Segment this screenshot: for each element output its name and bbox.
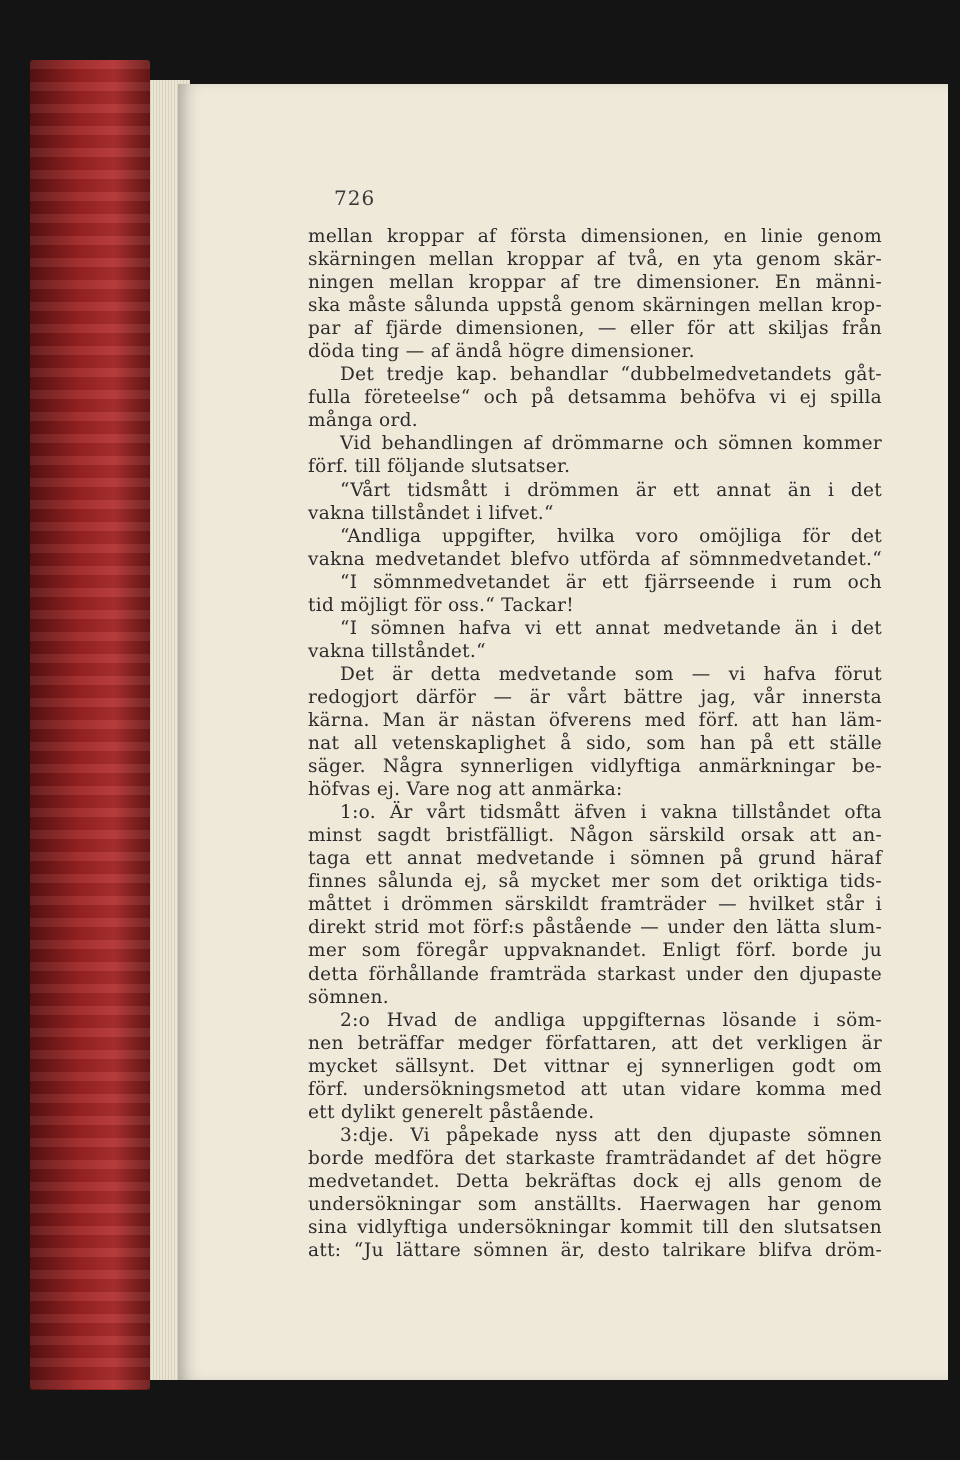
text-line: ska måste sålunda uppstå genom skärningen mellan krop- [308, 295, 882, 317]
text-line: att: “Ju lättare sömnen är, desto talrikare blifva dröm- [308, 1240, 882, 1262]
text-line: medvetandet. Detta bekräftas dock ej alls genom de [308, 1170, 882, 1192]
text-line: minst sagdt bristfälligt. Någon särskild orsak att an- [308, 825, 882, 847]
text-line: sömnen. [308, 986, 389, 1008]
text-line: vakna tillståndet i lifvet.“ [308, 502, 554, 524]
text-line: detta förhållande framträda starkast under den djupaste [308, 963, 882, 985]
text-line: höfvas ej. Vare nog att anmärka: [308, 779, 623, 801]
text-line: Det är detta medvetande som — vi hafva förut [340, 663, 882, 685]
text-line: fulla företeelse“ och på detsamma behöfva vi ej spilla [308, 387, 882, 409]
text-line: par af fjärde dimensionen, — eller för att skiljas från [308, 318, 882, 340]
text-line: ningen mellan kroppar af tre dimensioner. En männi- [308, 272, 882, 294]
text-line: nat all vetenskaplighet å sido, som han på ett ställe [308, 733, 882, 755]
text-line: “Vårt tidsmått i drömmen är ett annat än i det [340, 479, 882, 501]
text-line: skärningen mellan kroppar af två, en yta genom skär- [308, 249, 882, 271]
text-line: mycket sällsynt. Det vittnar ej synnerligen godt om [308, 1055, 882, 1077]
text-line: kärna. Man är nästan öfverens med förf. att han läm- [308, 709, 882, 731]
text-line: förf. till följande slutsatser. [308, 456, 571, 478]
text-line: nen beträffar medger författaren, att det verkligen är [308, 1032, 882, 1054]
page-number: 726 [334, 186, 376, 210]
text-line: sina vidlyftiga undersökningar kommit till den slutsatsen [308, 1217, 882, 1239]
text-line: “I sömnen hafva vi ett annat medvetande än i det [340, 617, 882, 639]
text-line: förf. undersökningsmetod att utan vidare komma med [308, 1078, 882, 1100]
text-line: borde medföra det starkaste framträdandet af det högre [308, 1147, 882, 1169]
text-line: 1:o. Är vårt tidsmått äfven i vakna tillståndet ofta [340, 802, 882, 824]
page-text [308, 225, 882, 1262]
text-line: Det tredje kap. behandlar “dubbelmedvetandets gåt- [340, 364, 882, 386]
text-line: vakna medvetandet blefvo utförda af sömnmedvetandet.“ [308, 548, 882, 570]
text-line: direkt strid mot förf:s påstående — under den lätta slum- [308, 917, 882, 939]
text-line: 2:o Hvad de andliga uppgifternas lösande i söm- [340, 1009, 882, 1031]
text-line: finnes sålunda ej, så mycket mer som det oriktiga tids- [308, 871, 882, 893]
text-line: måttet i drömmen särskildt framträder — hvilket står i [308, 894, 882, 916]
text-line: mer som föregår uppvaknandet. Enligt förf. borde ju [308, 940, 882, 962]
text-line: många ord. [308, 410, 418, 432]
text-line: 3:dje. Vi påpekade nyss att den djupaste sömnen [340, 1124, 882, 1146]
text-line: Vid behandlingen af drömmarne och sömnen kommer [340, 433, 882, 455]
text-line: taga ett annat medvetande i sömnen på grund häraf [308, 848, 882, 870]
book-spine [30, 60, 150, 1390]
text-line: säger. Några synnerligen vidlyftiga anmärkningar be- [308, 756, 882, 778]
text-line: döda ting — af ändå högre dimensioner. [308, 341, 695, 363]
text-line: undersökningar som anställts. Haerwagen har genom [308, 1193, 882, 1215]
text-line: “I sömnmedvetandet är ett fjärrseende i rum och [340, 571, 882, 593]
text-line: mellan kroppar af första dimensionen, en linie genom [308, 226, 882, 247]
text-line: redogjort därför — är vårt bättre jag, vår innersta [308, 686, 882, 708]
text-line: ett dylikt generelt påstående. [308, 1101, 595, 1123]
text-line: tid möjligt för oss.“ Tackar! [308, 594, 575, 616]
text-line: “Andliga uppgifter, hvilka voro omöjliga för det [340, 525, 882, 547]
text-line: vakna tillståndet.“ [308, 640, 486, 662]
